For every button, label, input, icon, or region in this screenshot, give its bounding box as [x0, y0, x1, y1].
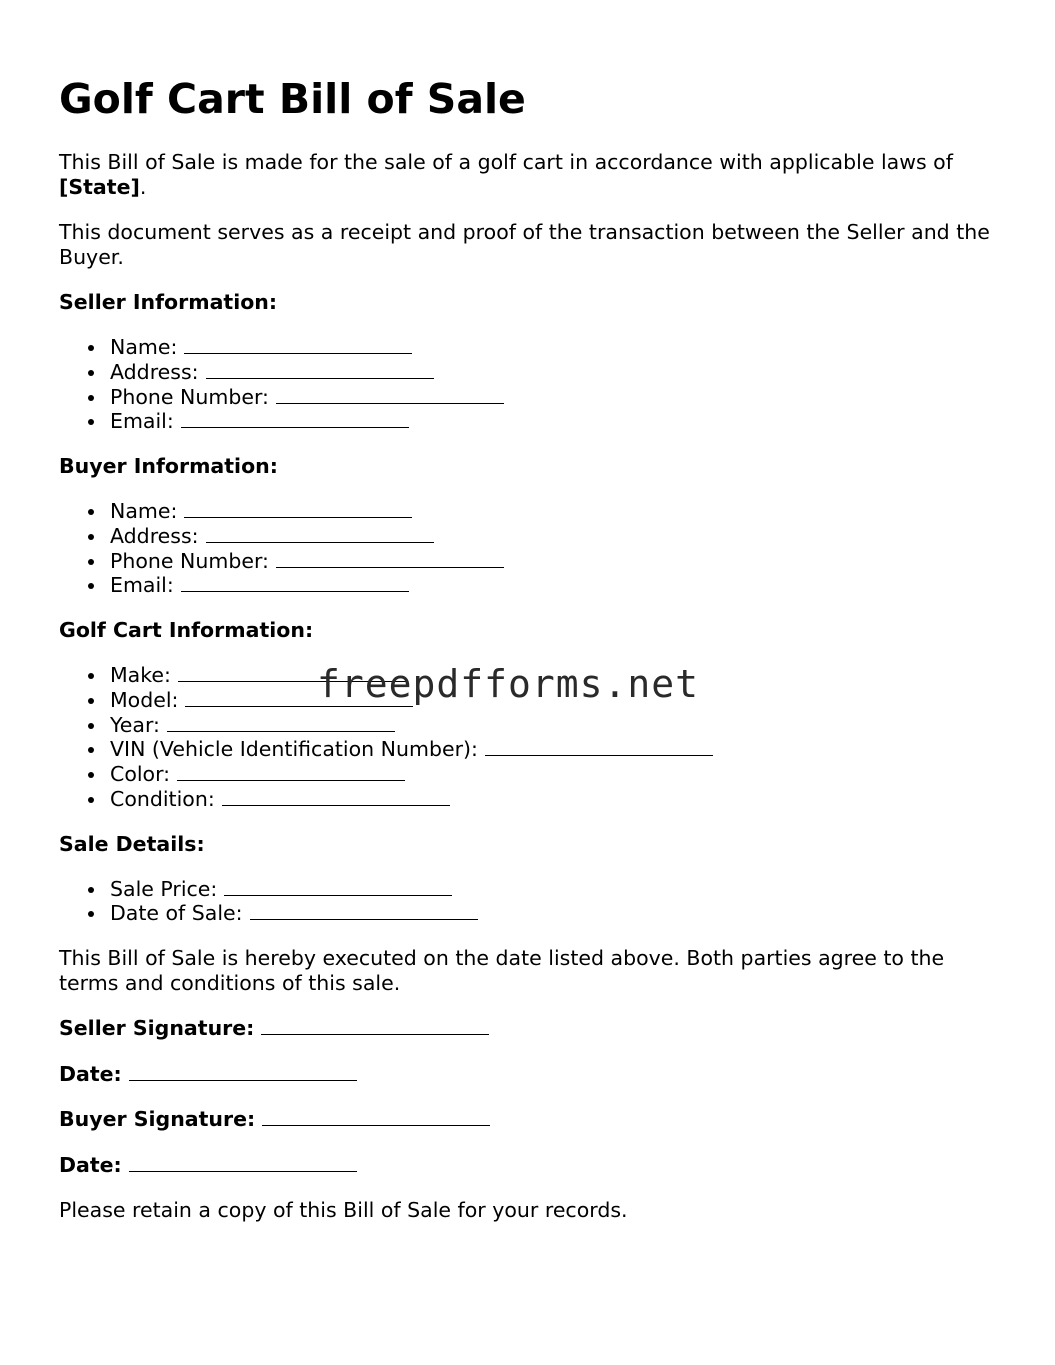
cart-model-label: Model:: [110, 687, 179, 712]
list-item: [110, 877, 1009, 902]
cart-vin-label: VIN (Vehicle Identification Number):: [110, 737, 478, 762]
sale-price-field[interactable]: [224, 877, 452, 896]
seller-heading: Seller Information:: [59, 290, 278, 314]
page-title: Golf Cart Bill of Sale: [59, 75, 526, 123]
sale-heading: Sale Details:: [59, 831, 205, 856]
cart-heading: Golf Cart Information:: [59, 618, 314, 642]
list-item: [110, 409, 1009, 434]
buyer-signature-field[interactable]: [262, 1107, 490, 1126]
sale-fields: [59, 877, 1009, 927]
seller-phone-label: Phone Number:: [110, 384, 269, 409]
cart-make-label: Make:: [110, 663, 171, 687]
buyer-email-label: Email:: [110, 573, 174, 598]
list-item: [110, 787, 1009, 812]
document: [59, 72, 1009, 1243]
execution-paragraph: This Bill of Sale is hereby executed on the date listed above. Both parties agree to the terms and conditions of this sale.: [59, 946, 945, 995]
list-item: [110, 335, 1009, 360]
seller-date-label: Date:: [59, 1061, 122, 1086]
closing-paragraph: Please retain a copy of this Bill of Sale for your records.: [59, 1198, 628, 1222]
seller-fields: [59, 335, 1009, 434]
seller-address-field[interactable]: [206, 360, 434, 379]
sale-date-field[interactable]: [250, 901, 478, 920]
buyer-heading: Buyer Information:: [59, 454, 278, 478]
seller-date-line: [59, 1062, 1009, 1087]
buyer-name-field[interactable]: [184, 499, 412, 518]
buyer-fields: [59, 499, 1009, 598]
seller-address-label: Address:: [110, 359, 199, 384]
seller-signature-field[interactable]: [261, 1016, 489, 1035]
buyer-name-label: Name:: [110, 499, 178, 523]
seller-name-field[interactable]: [184, 335, 412, 354]
cart-color-label: Color:: [110, 762, 171, 786]
buyer-signature-line: [59, 1107, 1009, 1132]
list-item: [110, 549, 1009, 574]
intro-text-end: .: [139, 175, 147, 199]
list-item: [110, 360, 1009, 385]
sale-price-label: Sale Price:: [110, 876, 218, 901]
buyer-phone-label: Phone Number:: [110, 548, 269, 573]
list-item: [110, 901, 1009, 926]
cart-year-field[interactable]: [167, 713, 395, 732]
seller-signature-label: Seller Signature:: [59, 1016, 255, 1040]
buyer-date-line: [59, 1153, 1009, 1178]
seller-date-field[interactable]: [129, 1062, 357, 1081]
intro-text: This Bill of Sale is made for the sale of a golf cart in accordance with applicable laws of: [59, 150, 953, 174]
cart-year-label: Year:: [110, 712, 160, 737]
seller-name-label: Name:: [110, 335, 178, 359]
buyer-phone-field[interactable]: [276, 549, 504, 568]
seller-email-field[interactable]: [181, 409, 409, 428]
sale-date-label: Date of Sale:: [110, 901, 243, 926]
buyer-address-field[interactable]: [206, 524, 434, 543]
seller-email-label: Email:: [110, 409, 174, 434]
list-item: [110, 737, 1009, 762]
cart-color-field[interactable]: [177, 762, 405, 781]
cart-condition-label: Condition:: [110, 786, 215, 811]
list-item: [110, 762, 1009, 787]
seller-phone-field[interactable]: [276, 385, 504, 404]
seller-signature-line: [59, 1016, 1009, 1041]
list-item: [110, 499, 1009, 524]
buyer-date-field[interactable]: [129, 1153, 357, 1172]
buyer-signature-label: Buyer Signature:: [59, 1107, 256, 1131]
purpose-paragraph: This document serves as a receipt and proof of the transaction between the Seller and the Buyer.: [59, 220, 990, 269]
cart-condition-field[interactable]: [222, 787, 450, 806]
cart-vin-field[interactable]: [485, 737, 713, 756]
watermark: freepdfforms.net: [317, 662, 700, 706]
list-item: [110, 385, 1009, 410]
buyer-address-label: Address:: [110, 523, 199, 548]
list-item: [110, 524, 1009, 549]
buyer-date-label: Date:: [59, 1152, 122, 1177]
list-item: [110, 573, 1009, 598]
list-item: [110, 713, 1009, 738]
intro-paragraph: [59, 150, 1009, 200]
state-placeholder: [State]: [59, 175, 140, 199]
buyer-email-field[interactable]: [181, 573, 409, 592]
